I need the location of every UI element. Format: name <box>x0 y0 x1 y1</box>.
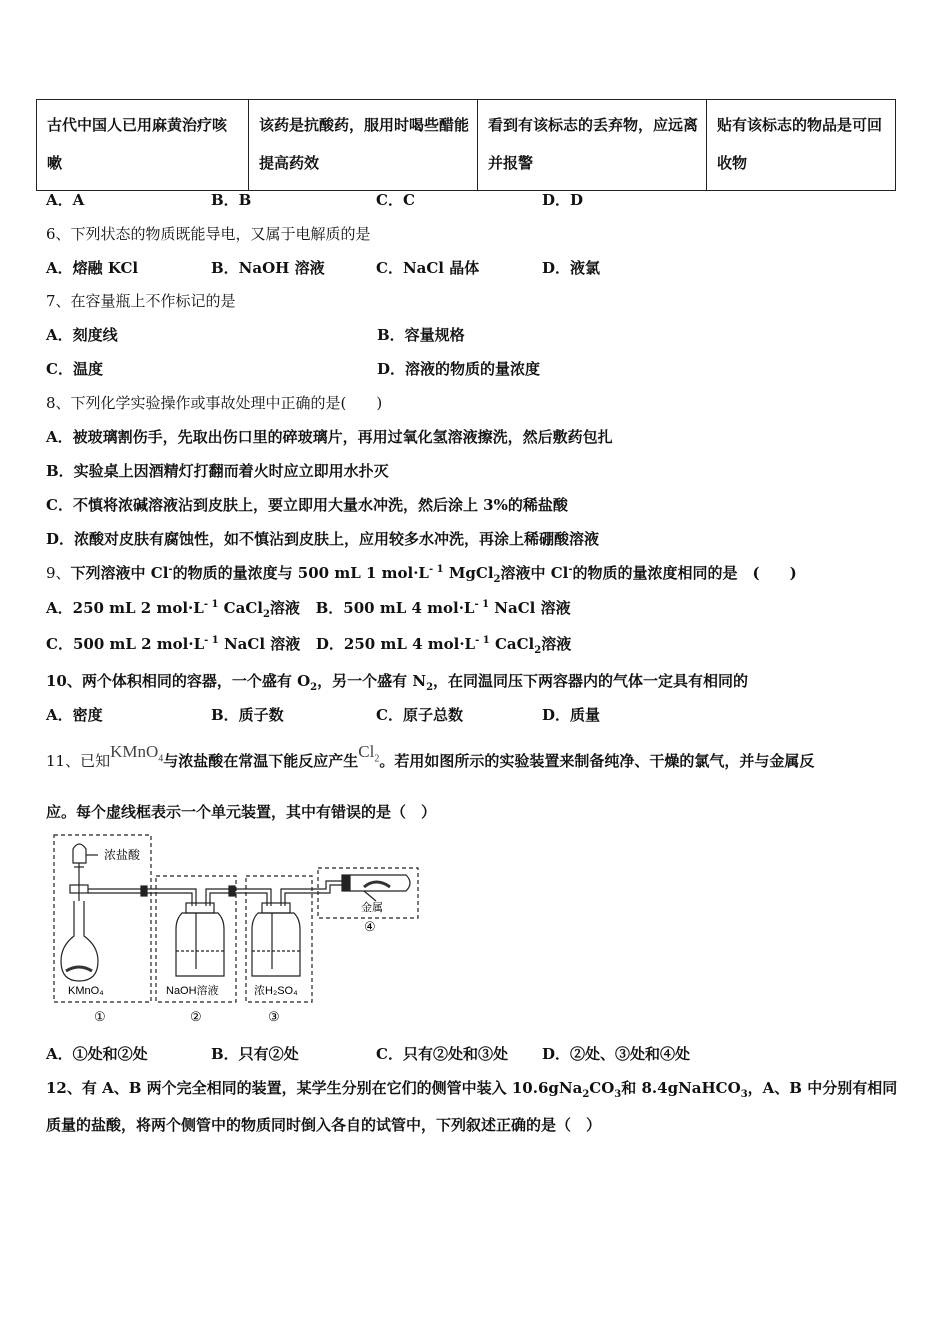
label-metal: 金属 <box>361 902 383 914</box>
table-cell: 古代中国人已用麻黄治疗咳嗽 <box>37 100 249 191</box>
option-a: A．刻度线 <box>46 326 118 344</box>
label-h2so4: 浓H₂SO₄ <box>254 985 298 997</box>
q8-option-c: C．不慎将浓碱溶液沾到皮肤上，要立即用大量水冲洗，然后涂上 3%的稀盐酸 <box>46 496 568 514</box>
option-a: A．熔融 KCl <box>46 259 139 277</box>
table-cell: 该药是抗酸药，服用时喝些醋能提高药效 <box>249 100 478 191</box>
label-naoh: NaOH溶液 <box>166 985 219 997</box>
option-c: C．温度 <box>46 360 103 378</box>
q10-options <box>46 704 600 725</box>
option-a: A．250 mL 2 $mol\cdot L^{- 1}$ CaCl$_2$溶液 <box>46 599 300 620</box>
q6-stem: 6、下列状态的物质既能导电，又属于电解质的是 <box>46 225 371 243</box>
q8-stem: 8、下列化学实验操作或事故处理中正确的是( ) <box>46 394 383 412</box>
option-b: B．500 mL 4 $mol\cdot L^{- 1}$ NaCl 溶液 <box>315 599 571 617</box>
option-c: C．原子总数 <box>376 706 463 724</box>
q12-stem: 12、有 A、B 两个完全相同的装置，某学生分别在它们的侧管中装入 $10.6gNa_2CO_3$和 8.4gNaHCO$_3$，A、B 中分别有相同 <box>46 1079 898 1100</box>
option-c: C．500 mL 2 $mol\cdot L^{- 1}$ NaCl 溶液 <box>46 635 301 653</box>
q6-options <box>46 257 600 278</box>
option-a: A．A <box>46 191 85 209</box>
label-2: ② <box>190 1010 202 1025</box>
option-a: A．①处和②处 <box>46 1045 148 1063</box>
label-3: ③ <box>268 1010 280 1025</box>
q9-stem: 9、下列溶液中 Cl-的物质的量浓度与 500 mL 1 $mol\cdot L^{- 1}$ MgCl$_2$溶液中 Cl-的物质的量浓度相同的是 ( ) <box>46 564 797 585</box>
option-d: D．质量 <box>542 706 601 724</box>
option-b: B．容量规格 <box>377 326 465 344</box>
option-b: B．质子数 <box>211 706 284 724</box>
q7-options-row2 <box>46 358 540 379</box>
unit-box-3 <box>246 876 312 1002</box>
option-d: D．250 mL 4 $mol\cdot L^{- 1}$ CaCl$_2$溶液 <box>315 635 572 656</box>
option-d: D．溶液的物质的量浓度 <box>377 360 541 378</box>
option-c: C．只有②处和③处 <box>376 1045 508 1063</box>
option-c: C．C <box>376 191 415 209</box>
apparatus-diagram <box>46 831 426 1031</box>
q11-stem-line2: 应。每个虚线框表示一个单元装置，其中有错误的是（ ） <box>46 803 437 821</box>
bottle-2 <box>176 913 224 976</box>
q11-stem: 11、已知KMnO$_4$与浓盐酸在常温下能反应产生$Cl_2$。若用如图所示的实验装置来制备纯净、干燥的氯气，并与金属反 <box>46 742 815 770</box>
bottle-3 <box>252 913 300 976</box>
q11-options <box>46 1043 690 1064</box>
q5-options <box>46 189 583 210</box>
bottle-3-cap <box>262 903 290 913</box>
q9-options-row2 <box>46 633 571 656</box>
table-cell: 贴有该标志的物品是可回收物 <box>707 100 896 191</box>
label-1: ① <box>94 1010 106 1025</box>
q9-options-row1 <box>46 597 571 620</box>
option-d: D．②处、③处和④处 <box>542 1045 691 1063</box>
q7-options-row1 <box>46 324 465 345</box>
cl2-formula: $Cl_2$ <box>358 742 380 765</box>
option-c: C．NaCl 晶体 <box>376 259 480 277</box>
option-d: D．液氯 <box>542 259 601 277</box>
option-b: B．B <box>211 191 252 209</box>
q10-stem: 10、两个体积相同的容器，一个盛有 $O_2$，另一个盛有 $N_2$，在同温同压下两容器内的气体一定具有相同的 <box>46 672 749 693</box>
label-acid: 浓盐酸 <box>104 848 141 862</box>
option-a: A．密度 <box>46 706 103 724</box>
label-kmno4: KMnO₄ <box>68 985 104 997</box>
option-b: B．只有②处 <box>211 1045 299 1063</box>
label-4: ④ <box>364 920 376 935</box>
q7-stem: 7、在容量瓶上不作标记的是 <box>46 292 236 310</box>
option-d: D．D <box>542 191 584 209</box>
kmno4-formula: KMnO$_4$ <box>110 742 164 765</box>
funnel <box>73 844 86 863</box>
q8-option-d: D．浓酸对皮肤有腐蚀性，如不慎沾到皮肤上，应用较多水冲洗，再涂上稀硼酸溶液 <box>46 530 600 548</box>
q12-stem-line2: 质量的盐酸，将两个侧管中的物质同时倒入各自的试管中，下列叙述正确的是（ ） <box>46 1116 602 1134</box>
table-cell: 看到有该标志的丢弃物，应远离并报警 <box>478 100 707 191</box>
option-b: B．NaOH 溶液 <box>211 259 325 277</box>
question5-table <box>36 99 896 191</box>
q8-option-a: A．被玻璃割伤手，先取出伤口里的碎玻璃片，再用过氧化氢溶液擦洗，然后敷药包扎 <box>46 428 613 446</box>
q8-option-b: B．实验桌上因酒精灯打翻而着火时应立即用水扑灭 <box>46 462 389 480</box>
